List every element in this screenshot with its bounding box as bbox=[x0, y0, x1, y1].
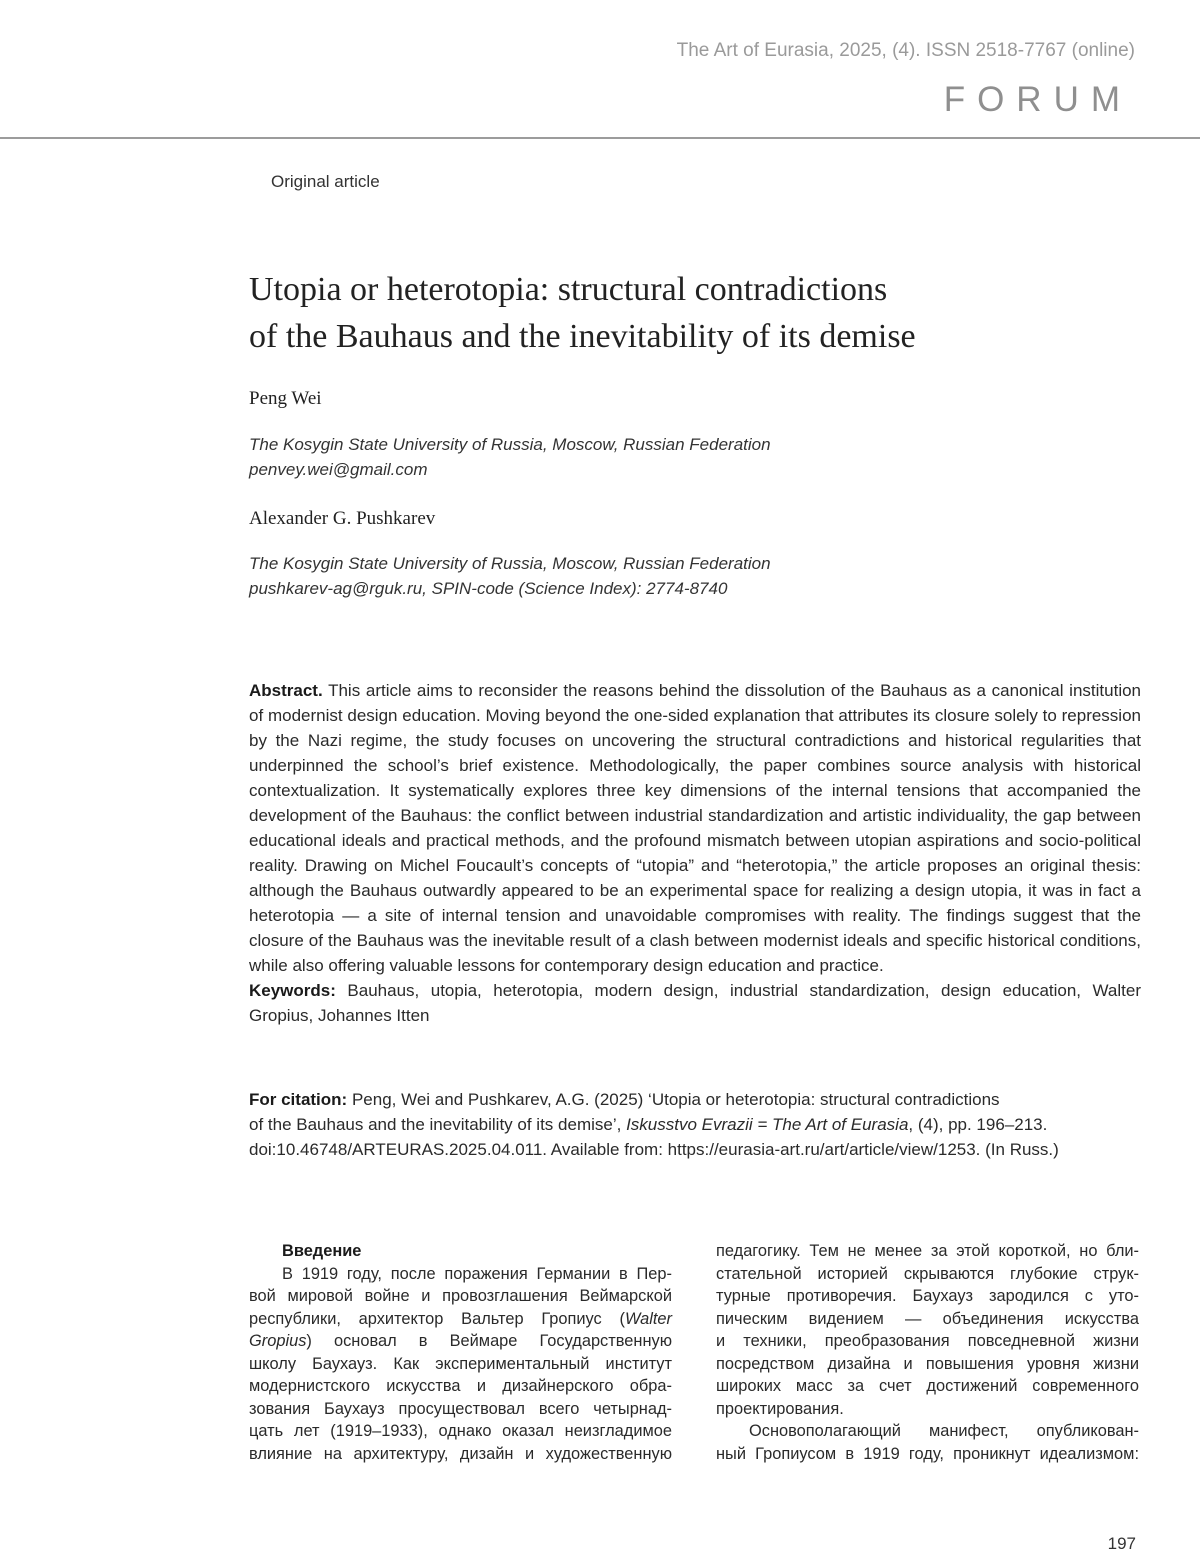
body-line: пическим видением — объединения искусства bbox=[716, 1309, 1139, 1328]
body-line: школу Баухауз. Как экспериментальный институт bbox=[249, 1354, 672, 1373]
body-line bbox=[249, 1330, 672, 1353]
body-line: влияние на архитектуру, дизайн и художественную bbox=[249, 1444, 672, 1463]
body-line: турные противоречия. Баухауз зародился с уто- bbox=[716, 1287, 1139, 1305]
body-line: цать лет (1919–1933), однако оказал неизгладимое bbox=[249, 1422, 672, 1440]
keywords-label: Keywords: bbox=[249, 981, 336, 1000]
citation-line bbox=[249, 1087, 1141, 1112]
body-italic: Walter bbox=[624, 1309, 672, 1328]
citation-text: of the Bauhaus and the inevitability of its demise’, bbox=[249, 1115, 627, 1134]
citation-label: For citation: bbox=[249, 1090, 348, 1109]
author-name: Peng Wei bbox=[249, 388, 322, 409]
body-line: педагогику. Тем не менее за этой короткой, но бли- bbox=[716, 1242, 1139, 1260]
abstract-label: Abstract. bbox=[249, 681, 323, 700]
article-type: Original article bbox=[271, 172, 380, 191]
body-line: ный Гропиусом в 1919 году, проникнут идеализмом: bbox=[716, 1444, 1139, 1463]
abstract bbox=[249, 678, 1141, 978]
title-line: Utopia or heterotopia: structural contradictions bbox=[249, 271, 888, 308]
journal-info: The Art of Eurasia, 2025, (4). ISSN 2518-7767 (online) bbox=[676, 40, 1135, 61]
affiliation-text: The Kosygin State University of Russia, Moscow, Russian Federation bbox=[249, 554, 771, 573]
section-name: FORUM bbox=[943, 80, 1132, 119]
body-line: вой мировой войне и провозглашения Веймарской bbox=[249, 1287, 672, 1305]
citation-text: , (4), pp. 196–213. bbox=[908, 1115, 1048, 1134]
author-email[interactable]: pushkarev-ag@rguk.ru, SPIN-code (Science Index): 2774-8740 bbox=[249, 579, 728, 598]
citation-line bbox=[249, 1112, 1141, 1137]
keywords-text: Bauhaus, utopia, heterotopia, modern design, industrial standardization, design education, Walter Gropius, Johannes Itten bbox=[249, 981, 1142, 1025]
abstract-section bbox=[249, 678, 1141, 1028]
keywords bbox=[249, 978, 1141, 1028]
author-affiliation bbox=[249, 432, 771, 482]
citation bbox=[249, 1087, 1141, 1162]
citation-doi[interactable]: doi:10.46748/ARTEURAS.2025.04.011. Available from: https://eurasia-art.ru/art/article/view/1253. (In Russ.) bbox=[249, 1140, 1059, 1159]
affiliation-text: The Kosygin State University of Russia, Moscow, Russian Federation bbox=[249, 435, 771, 454]
body-italic: Gropius bbox=[249, 1332, 307, 1350]
body-line: В 1919 году, после поражения Германии в Пер- bbox=[282, 1264, 672, 1283]
body-line bbox=[249, 1308, 672, 1331]
citation-text: Peng, Wei and Pushkarev, A.G. (2025) ‘Utopia or heterotopia: structural contradictions bbox=[351, 1090, 1000, 1109]
body-line: посредством дизайна и повышения уровня жизни bbox=[716, 1354, 1139, 1373]
section-heading: Введение bbox=[282, 1242, 362, 1260]
page-number: 197 bbox=[1107, 1534, 1136, 1553]
citation-journal: Iskusstvo Evrazii = The Art of Eurasia bbox=[626, 1115, 909, 1134]
title-line: of the Bauhaus and the inevitability of its demise bbox=[249, 318, 916, 355]
body-line: и техники, преобразования повседневной жизни bbox=[716, 1332, 1139, 1350]
body-text: ) основал в Веймаре Государственную bbox=[306, 1332, 672, 1350]
abstract-text: This article aims to reconsider the reasons behind the dissolution of the Bauhaus as a canonical institution of modernist design education. Moving beyond the one-sided explanation that attributes its closure solely to repression by the Nazi regime, the study focuses on uncovering the structural contradictions and historical regularities that underpinned the school’s brief existence. Methodologically, the paper combines source analysis with historical contextualization. It systematically explores three key dimensions of the internal tensions that accompanied the development of the Bauhaus: the conflict between industrial standardization and artistic individuality, the gap between educational ideals and practical methods, and the profound mismatch between utopian aspirations and socio-political reality. Drawing on Michel Foucault’s concepts of “utopia” and “heterotopia,” the article proposes an original thesis: although the Bauhaus outwardly appeared to be an experimental space for realizing a design utopia, it was in fact a heterotopia — a site of internal tension and unavoidable compromises with reality. The findings suggest that the closure of the Bauhaus was the inevitable result of a clash between modernist ideals and specific historical conditions, while also offering valuable lessons for contemporary design education and practice. bbox=[249, 681, 1142, 975]
body-text: республики, архитектор Вальтер Гропиус ( bbox=[249, 1309, 625, 1328]
header-divider bbox=[0, 137, 1200, 139]
author-email[interactable]: penvey.wei@gmail.com bbox=[249, 460, 428, 479]
body-line: проектирования. bbox=[716, 1399, 844, 1418]
body-line: стательной историей скрываются глубокие струк- bbox=[716, 1264, 1139, 1283]
article-title bbox=[249, 266, 1149, 360]
body-line: модернистского искусства и дизайнерского обра- bbox=[249, 1377, 672, 1395]
body-line: широких масс за счет достижений современного bbox=[716, 1377, 1139, 1395]
body-line: Основополагающий манифест, опубликован- bbox=[749, 1422, 1139, 1440]
body-column-left bbox=[249, 1240, 672, 1465]
author-affiliation bbox=[249, 551, 771, 601]
body-line: зования Баухауз просуществовал всего четырнад- bbox=[249, 1399, 672, 1418]
body-column-right bbox=[716, 1240, 1139, 1465]
author-name: Alexander G. Pushkarev bbox=[249, 508, 436, 529]
